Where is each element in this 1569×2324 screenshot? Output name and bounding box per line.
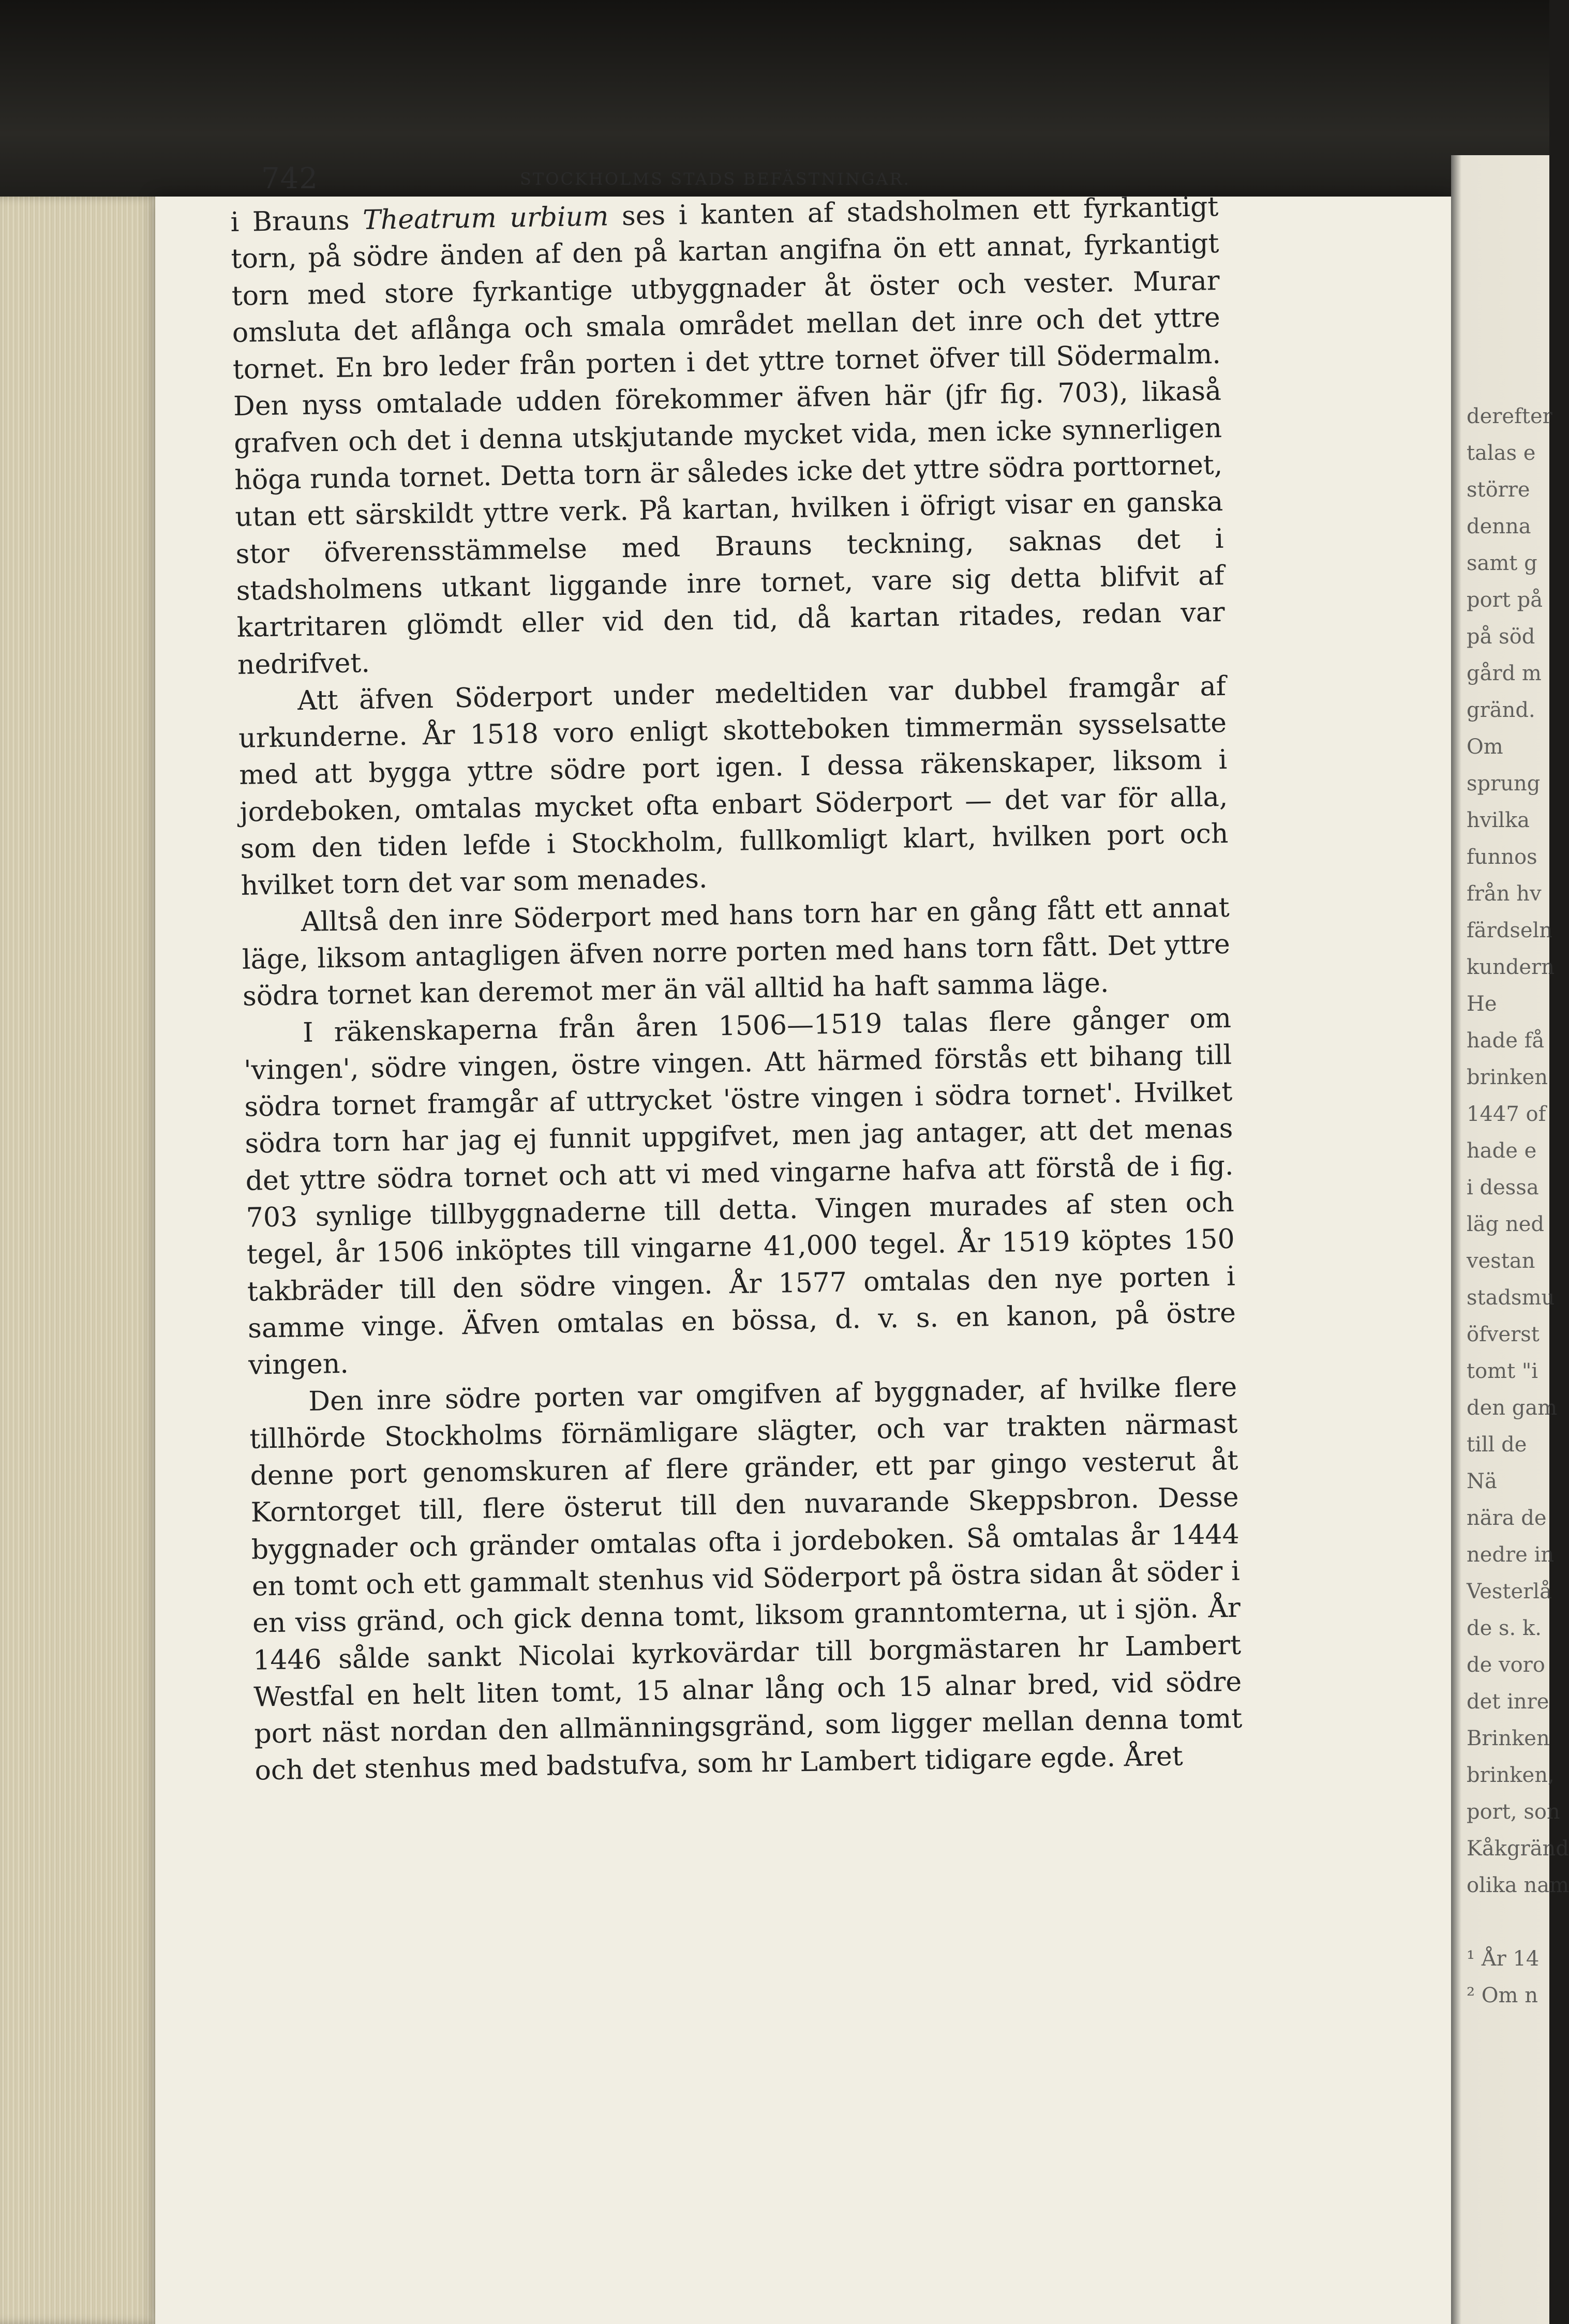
facing-page-fragments: derefter talas e större denna samt g port på på söd gård m gränd. Om sprung hvilka funnos från hv färdseln kundern He hade få brinken 1447 of hade e i dessa läg ned vestan stadsmu öfverst tomt "i den gam till de Nä nära de nedre in Vesterlå de s. k. de voro det inre Brinken brinken, port, son Kåkgränd olika nam ¹ År 14 ² Om n (1467, 404, 1569, 2007)
paragraph-3: Alltså den inre Söderport med hans torn har en gång fått ett annat läge, liksom antagligen äfven norre porten med hans torn fått. Det yttre södra tornet kan deremot mer än väl alltid ha haft samma läge. (242, 892, 1231, 1013)
book-page-edges (0, 197, 166, 2324)
book-title-emphasis: Theatrum urbium (362, 201, 609, 236)
paragraph-2: Att äfven Söderport under medeltiden var dubbel framgår af urkunderne. År 1518 voro enligt skotteboken timmermän sysselsatte med att bygga yttre södre port igen. I dessa räkenskaper, liksom i jordeboken, omtalas mycket ofta enbart Söderport — det var för alla, som den tiden lefde i Stockholm, fullkomligt klart, hvilken port och hvilket torn det var som menades. (238, 670, 1229, 902)
facing-page-edge (1451, 155, 1569, 2324)
running-title: STOCKHOLMS STADS BEFÄSTNINGAR. (520, 169, 910, 189)
paragraph-4: I räkenskaperna från åren 1506—1519 talas flere gånger om 'vingen', södre vingen, östre vingen. Att härmed förstås ett bihang till södra tornet framgår af uttrycket 'östre vingen i södra tornet'. Hvilket södra torn har jag ej funnit uppgifvet, men jag antager, att det menas det yttre södra tornet och att vi med vingarne hafva att förstå de i fig. 703 synlige tillbyggnaderne till detta. Vingen murades af sten och tegel, år 1506 inköptes till vingarne 41,000 tegel. År 1519 köptes 150 takbräder till den södre vingen. År 1577 omtalas den nye porten i samme vinge. Äfven omtalas en bössa, d. v. s. en kanon, på östre vingen. (243, 1002, 1236, 1381)
paragraph-5: Den inre södre porten var omgifven af byggnader, af hvilke flere tillhörde Stockholms förnämligare slägter, och var trakten närmast denne port genomskuren af flere gränder, ett par gingo vesterut åt Korntorget till, flere österut till den nuvarande Skeppsbron. Desse byggnader och gränder omtalas ofta i jordeboken. Så omtalas år 1444 en tomt och ett gammalt stenhus vid Söderport på östra sidan åt söder i en viss gränd, och gick denna tomt, liksom granntomterna, ut i sjön. År 1446 sålde sankt Nicolai kyrkovärdar till borgmästaren hr Lambert Westfal en helt liten tomt, 15 alnar lång och 15 alnar bred, vid södre port näst nordan den allmänningsgränd, som ligger mellan denna tomt och det stenhus med badstufva, som hr Lambert tidigare egde. Året (249, 1371, 1243, 1787)
paragraph-1: i Brauns Theatrum urbium ses i kanten af stadsholmen ett fyrkantigt torn, på södre änden af den på kartan angifna ön ett annat, fyrkantigt torn med store fyrkantige utbyggnader åt öster och vester. Murar omsluta det aflånga och smala området mellan det inre och det yttre tornet. En bro leder från porten i det yttre tornet öfver till Södermalm. Den nyss omtalade udden förekommer äfven här (jfr fig. 703), likaså grafven och det i denna utskjutande mycket vida, men icke synnerligen höga runda tornet. Detta torn är således icke det yttre södra porttornet, utan ett särskildt yttre verk. På kartan, hvilken i öfrigt visar en ganska stor öfverensstämmelse med Brauns teckning, saknas det i stadsholmens utkant liggande inre tornet, vare sig detta blifvit af kartritaren glömdt eller vid den tid, då kartan ritades, redan var nedrifvet. (230, 191, 1226, 681)
page-number: 742 (261, 162, 318, 196)
body-text (230, 189, 1243, 1790)
